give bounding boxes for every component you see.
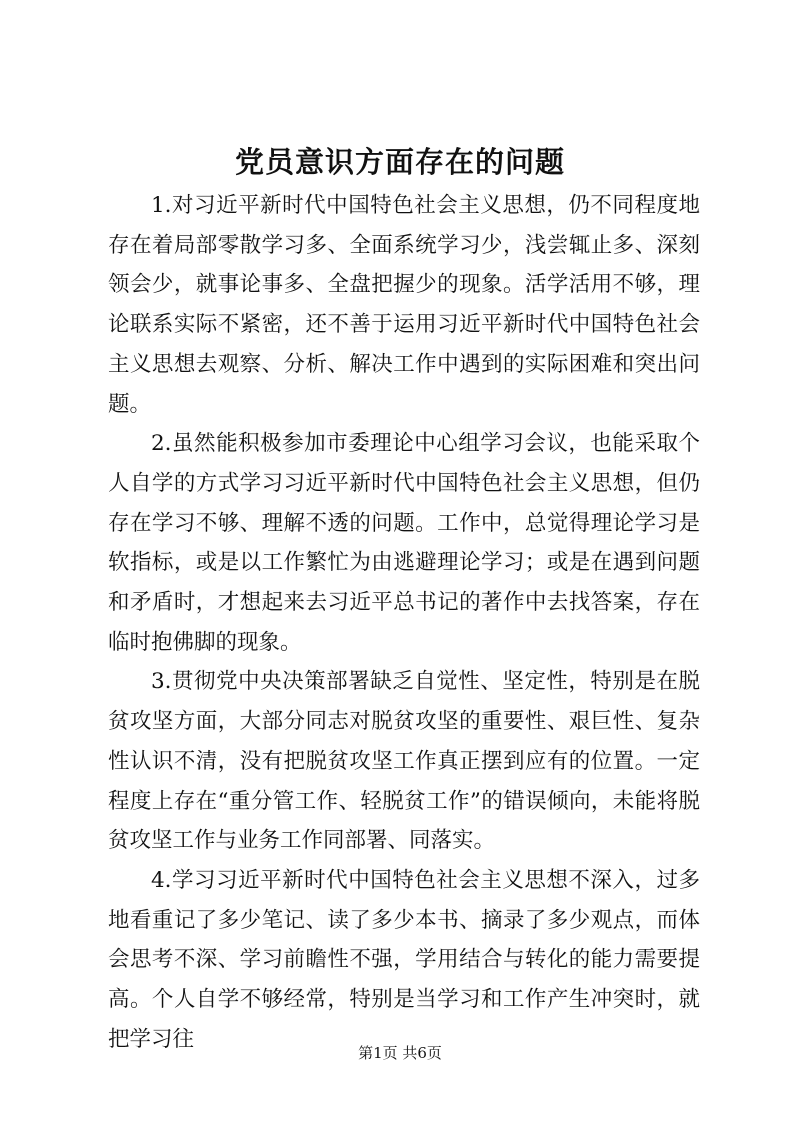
document-title: 党员意识方面存在的问题 bbox=[234, 145, 565, 179]
paragraph-3: 3.贯彻党中央决策部署缺乏自觉性、坚定性，特别是在脱贫攻坚方面，大部分同志对脱贫攻坚的重要性、艰巨性、复杂性认识不清，没有把脱贫攻坚工作真正摆到应有的位置。一定程度上存在“重分管工作、轻脱贫工作”的错误倾向，未能将脱贫攻坚工作与业务工作同部署、同落实。 bbox=[108, 669, 700, 854]
paragraph-2: 2.虽然能积极参加市委理论中心组学习会议，也能采取个人自学的方式学习习近平新时代中国特色社会主义思想，但仍存在学习不够、理解不透的问题。工作中，总觉得理论学习是软指标，或是以工作繁忙为由逃避理论学习；或是在遇到问题和矛盾时，才想起来去习近平总书记的著作中去找答案，存在临时抱佛脚的现象。 bbox=[108, 431, 700, 655]
paragraph-1: 1.对习近平新时代中国特色社会主义思想，仍不同程度地存在着局部零散学习多、全面系统学习少，浅尝辄止多、深刻领会少，就事论事多、全盘把握少的现象。活学活用不够，理论联系实际不紧密，还不善于运用习近平新时代中国特色社会主义思想去观察、分析、解决工作中遇到的实际困难和突出问题。 bbox=[108, 193, 700, 417]
page-footer: 第1页 共6页 bbox=[358, 1044, 442, 1062]
document-body bbox=[108, 186, 700, 1059]
paragraph-4: 4.学习习近平新时代中国特色社会主义思想不深入，过多地看重记了多少笔记、读了多少本书、摘录了多少观点，而体会思考不深、学习前瞻性不强，学用结合与转化的能力需要提高。个人自学不够经常，特别是当学习和工作产生冲突时，就把学习往 bbox=[108, 867, 700, 1052]
